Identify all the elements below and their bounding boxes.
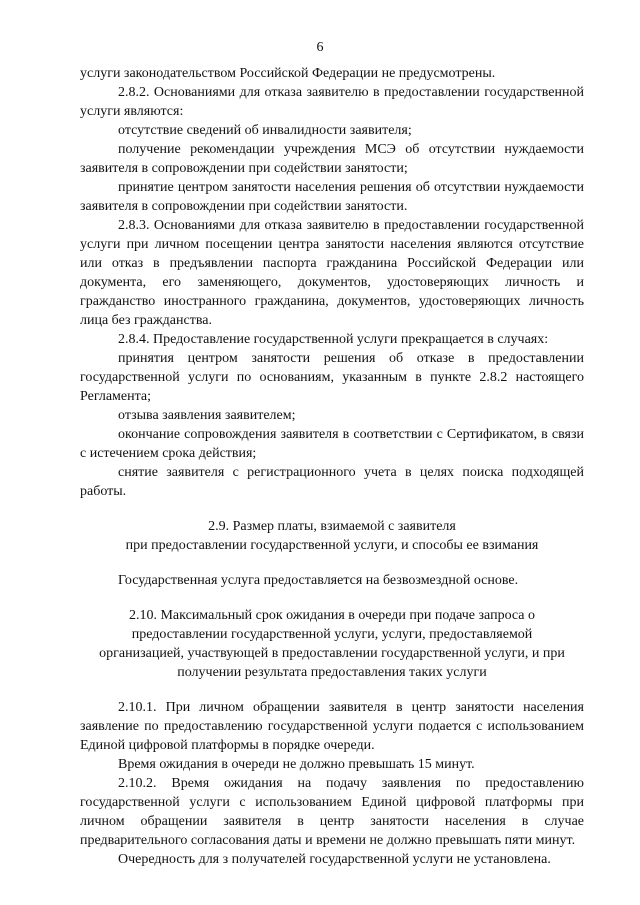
document-body: [80, 64, 584, 869]
paragraph: отзыва заявления заявителем;: [118, 408, 296, 423]
paragraph: принятия центром занятости решения об отказе в предоставлении государственной услуги по основаниям, указанным в пункте 2.8.2 настоящего Регламента;: [80, 351, 584, 404]
paragraph: 2.8.4. Предоставление государственной услуги прекращается в случаях:: [118, 332, 549, 347]
page-number: 6: [316, 40, 324, 55]
section-heading-2-10-line4: получении результата предоставления таких услуги: [177, 665, 487, 680]
paragraph: снятие заявителя с регистрационного учета в целях поиска подходящей работы.: [80, 465, 584, 499]
paragraph: Очередность для з получателей государственной услуги не установлена.: [118, 852, 551, 867]
paragraph: Государственная услуга предоставляется на безвозмездной основе.: [118, 573, 519, 588]
paragraph: Время ожидания в очереди не должно превышать 15 минут.: [118, 757, 475, 772]
section-heading-2-9-line1: 2.9. Размер платы, взимаемой с заявителя: [208, 519, 456, 534]
paragraph: 2.8.2. Основаниями для отказа заявителю в предоставлении государственной услуги являются:: [80, 85, 584, 119]
paragraph: 2.10.1. При личном обращении заявителя в центр занятости населения заявление по предоставлению государственной услуги подается с использованием Единой цифровой платформы в порядке очереди.: [80, 700, 584, 753]
paragraph: принятие центром занятости населения решения об отсутствии нуждаемости заявителя в сопровождении при содействии занятости.: [80, 180, 584, 214]
paragraph: получение рекомендации учреждения МСЭ об отсутствии нуждаемости заявителя в сопровождении при содействии занятости;: [80, 142, 584, 176]
section-heading-2-10-line1: 2.10. Максимальный срок ожидания в очереди при подаче запроса о: [128, 608, 536, 623]
paragraph: отсутствие сведений об инвалидности заявителя;: [118, 123, 412, 138]
section-heading-2-10-line2: предоставлении государственной услуги, услуги, предоставляемой: [131, 627, 533, 642]
paragraph: услуги законодательством Российской Федерации не предусмотрены.: [80, 66, 496, 81]
paragraph: 2.8.3. Основаниями для отказа заявителю в предоставлении государственной услуги при личном посещении центра занятости населения являются отсутствие или отказ в предъявлении паспорта гражданина Российской Федерации или документа, его заменяющего, документов, удостоверяющих личность и гражданство иностранного гражданина, документов, удостоверяющих личность лица без гражданства.: [80, 218, 584, 328]
paragraph: 2.10.2. Время ожидания на подачу заявления по предоставлению государственной услуги с использованием Единой цифровой платформы при личном обращении заявителя в центр занятости населения в случае предварительного согласования даты и времени не должно превышать пяти минут.: [80, 776, 584, 848]
section-heading-2-9-line2: при предоставлении государственной услуги, и способы ее взимания: [125, 538, 539, 553]
section-heading-2-10-line3: организацией, участвующей в предоставлении государственной услуги, и при: [99, 646, 565, 661]
paragraph: окончание сопровождения заявителя в соответствии с Сертификатом, в связи с истечением срока действия;: [80, 427, 584, 461]
